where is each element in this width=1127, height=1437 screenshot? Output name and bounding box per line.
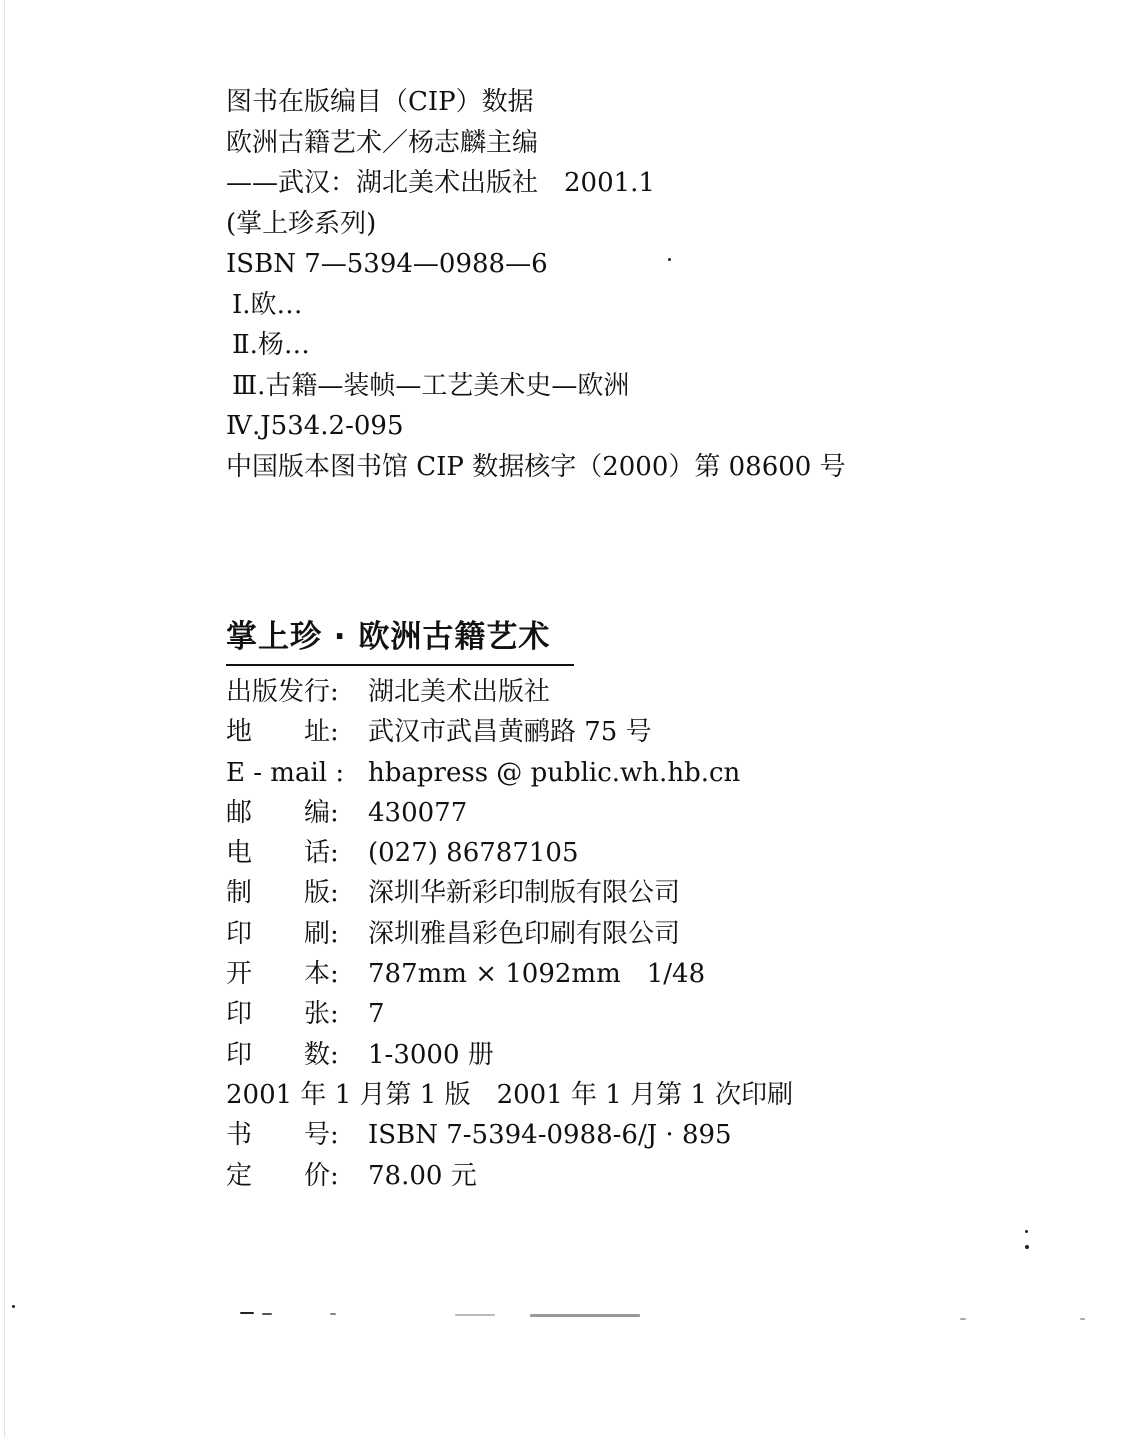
imprint-row-address bbox=[226, 712, 946, 752]
imprint-value: 7 bbox=[368, 999, 385, 1030]
imprint-label: 印 刷: bbox=[226, 918, 339, 949]
scan-speck bbox=[1025, 1245, 1029, 1249]
imprint-row-edition bbox=[226, 1075, 946, 1115]
imprint-row-book-number bbox=[226, 1115, 946, 1155]
cip-heading: 图书在版编目（CIP）数据 bbox=[226, 87, 534, 117]
imprint-row-publisher bbox=[226, 672, 946, 712]
imprint-row-plate-making bbox=[226, 873, 946, 913]
scan-speck bbox=[330, 1313, 336, 1315]
imprint-label: 制 版: bbox=[226, 878, 339, 909]
scan-speck bbox=[455, 1314, 495, 1316]
imprint-row-phone bbox=[226, 833, 946, 873]
imprint-label: 定 价: bbox=[226, 1160, 339, 1191]
scan-speck bbox=[1080, 1318, 1085, 1320]
imprint-block bbox=[226, 614, 946, 1196]
imprint-label: 印 张: bbox=[226, 999, 339, 1030]
imprint-row-sheets bbox=[226, 994, 946, 1034]
scan-speck bbox=[1025, 1230, 1028, 1233]
imprint-label: E - mail : bbox=[226, 757, 345, 788]
imprint-value: 78.00 元 bbox=[368, 1160, 477, 1191]
cip-index-1: Ⅰ.欧… bbox=[232, 289, 303, 320]
cip-verification-line: 中国版本图书馆 CIP 数据核字（2000）第 08600 号 bbox=[226, 451, 846, 482]
cip-isbn-line: ISBN 7—5394—0988—6 bbox=[226, 249, 548, 279]
imprint-value: 787mm × 1092mm 1/48 bbox=[368, 959, 706, 990]
imprint-row-printing bbox=[226, 914, 946, 954]
imprint-row-print-run bbox=[226, 1035, 946, 1075]
scan-speck bbox=[240, 1312, 254, 1314]
cip-index-3: Ⅲ.古籍—装帧—工艺美术史—欧洲 bbox=[232, 370, 630, 401]
cip-data-block bbox=[226, 82, 946, 487]
imprint-value: 湖北美术出版社 bbox=[368, 677, 551, 707]
imprint-row-postcode bbox=[226, 793, 946, 833]
scan-speck bbox=[262, 1313, 272, 1315]
edition-line: 2001 年 1 月第 1 版 2001 年 1 月第 1 次印刷 bbox=[226, 1079, 794, 1110]
imprint-row-email bbox=[226, 753, 946, 793]
imprint-label: 邮 编: bbox=[226, 797, 339, 828]
title-underline bbox=[226, 664, 574, 666]
imprint-title: 掌上珍 · 欧洲古籍艺术 bbox=[226, 619, 551, 655]
cip-index-2: Ⅱ.杨… bbox=[232, 330, 310, 360]
cip-series-line: (掌上珍系列) bbox=[226, 208, 377, 239]
scan-speck bbox=[668, 258, 671, 261]
imprint-value: 1-3000 册 bbox=[368, 1039, 494, 1070]
scan-speck bbox=[12, 1305, 15, 1308]
imprint-value: 深圳华新彩印制版有限公司 bbox=[368, 878, 681, 909]
imprint-label: 印 数: bbox=[226, 1039, 339, 1070]
scan-speck bbox=[960, 1318, 966, 1320]
imprint-value: 武汉市武昌黄鹂路 75 号 bbox=[368, 717, 652, 748]
imprint-label: 地 址: bbox=[226, 717, 339, 748]
cip-publisher-line: ——武汉：湖北美术出版社 2001.1 bbox=[226, 168, 655, 198]
cip-title-line: 欧洲古籍艺术／杨志麟主编 bbox=[226, 127, 539, 158]
imprint-value: (027) 86787105 bbox=[368, 838, 579, 869]
page-edge bbox=[4, 0, 7, 1437]
imprint-value: hbapress @ public.wh.hb.cn bbox=[368, 757, 741, 788]
imprint-label: 电 话: bbox=[226, 838, 339, 869]
imprint-value: 430077 bbox=[368, 797, 468, 828]
imprint-label: 书 号: bbox=[226, 1120, 339, 1151]
imprint-label: 开 本: bbox=[226, 959, 339, 990]
cip-index-4: Ⅳ.J534.2-095 bbox=[226, 411, 404, 441]
scan-speck bbox=[530, 1314, 640, 1317]
imprint-value: 深圳雅昌彩色印刷有限公司 bbox=[368, 918, 681, 949]
imprint-row-price bbox=[226, 1156, 946, 1196]
imprint-row-format bbox=[226, 954, 946, 994]
imprint-label: 出版发行: bbox=[226, 677, 339, 707]
imprint-value: ISBN 7-5394-0988-6/J · 895 bbox=[368, 1120, 732, 1151]
